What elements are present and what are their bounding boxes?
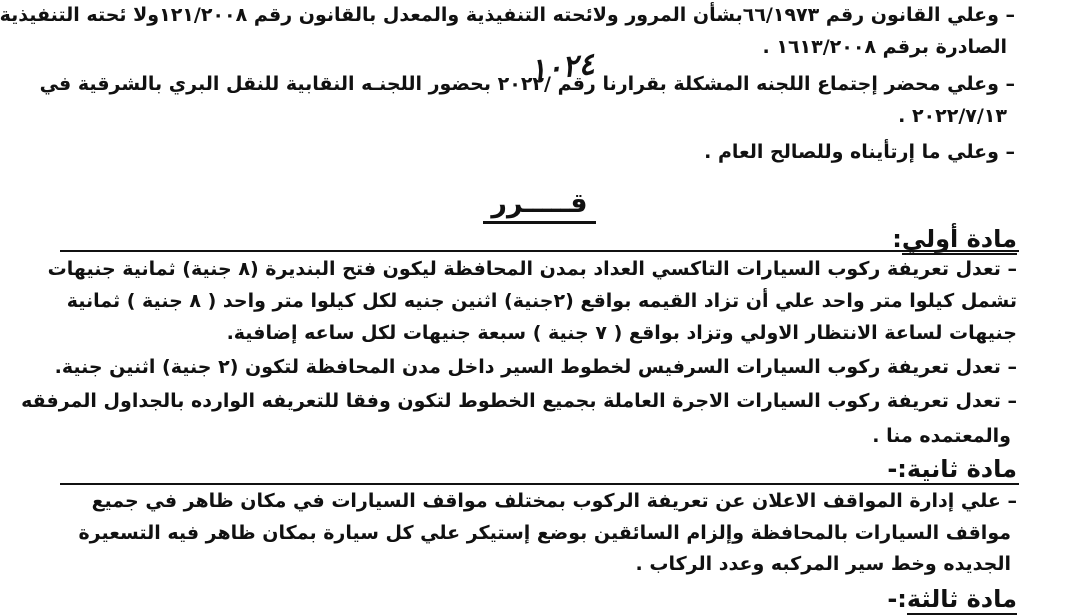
recital-1-line-2: الصادرة برقم ١٦١٣/٢٠٠٨ . bbox=[762, 36, 1007, 58]
recital-1-line-1: – وعلي القانون رقم ٦٦/١٩٧٣بشأن المرور ولائحته التنفيذية والمعدل بالقانون رقم ١٢١/٢٠٠٨ولا ئحته التنفيذية bbox=[0, 4, 1015, 26]
article-1-heading-suffix: : bbox=[892, 225, 902, 253]
decree-title-text: قـــــرر bbox=[483, 188, 595, 224]
article-1-item-3-line-2: والمعتمده منا . bbox=[872, 425, 1011, 447]
article-2-heading bbox=[887, 455, 1017, 483]
decree-title bbox=[0, 188, 1079, 219]
article-1-heading bbox=[892, 225, 1017, 253]
article-2-heading-suffix: :- bbox=[887, 455, 907, 483]
recital-3-line-1: – وعلي ما إرتأيناه وللصالح العام . bbox=[704, 141, 1015, 163]
article-2-item-1-line-1: – علي إدارة المواقف الاعلان عن تعريفة الركوب بمختلف مواقف السيارات في مكان ظاهر في جميع bbox=[91, 490, 1017, 512]
article-1-item-1-line-2: تشمل كيلوا متر واحد علي أن تزاد القيمه بواقع (٢جنية) اثنين جنيه لكل كيلوا متر واحد ( ٨ جنية ) ثمانية bbox=[66, 290, 1017, 312]
article-3-heading bbox=[887, 585, 1017, 613]
article-2-rule bbox=[60, 483, 1019, 485]
article-2-item-1-line-3: الجديده وخط سير المركبه وعدد الركاب . bbox=[635, 553, 1011, 575]
handwritten-decision-number: ١٠٢٤ bbox=[528, 46, 597, 89]
article-1-item-1-line-3: جنيهات لساعة الانتظار الاولي وتزاد بواقع ( ٧ جنية ) سبعة جنيهات لكل ساعه إضافية. bbox=[226, 322, 1017, 344]
article-1-heading-text: مادة أولي bbox=[901, 225, 1017, 253]
article-3-heading-suffix: :- bbox=[887, 585, 907, 613]
article-2-item-1-line-2: مواقف السيارات بالمحافظة وإلزام السائقين بوضع إستيكر علي كل سيارة بمكان ظاهر فيه التسعيرة bbox=[78, 522, 1011, 544]
recital-2-line-1: – وعلي محضر إجتماع اللجنه المشكلة بقرارنا رقم /٢٠٢٢ بحضور اللجنـه النقابية للنقل البري بالشرقية في bbox=[39, 73, 1015, 95]
article-1-item-1-line-1: – تعدل تعريفة ركوب السيارات التاكسي العداد بمدن المحافظة ليكون فتح البنديرة (٨ جنية) ثمانية جنيهات bbox=[47, 258, 1017, 280]
article-1-item-3-line-1: – تعدل تعريفة ركوب السيارات الاجرة العاملة بجميع الخطوط لتكون وفقا للتعريفه الوارده بالجداول المرفقه bbox=[21, 390, 1017, 412]
article-1-item-2-line-1: – تعدل تعريفة ركوب السيارات السرفيس لخطوط السير داخل مدن المحافظة لتكون (٢ جنية) اثنين جنية. bbox=[54, 356, 1017, 378]
article-1-rule bbox=[60, 250, 1019, 252]
article-3-heading-text: مادة ثالثة bbox=[906, 585, 1017, 613]
article-2-heading-text: مادة ثانية bbox=[906, 455, 1017, 483]
recital-2-line-2: ٢٠٢٢/٧/١٣ . bbox=[898, 105, 1007, 127]
